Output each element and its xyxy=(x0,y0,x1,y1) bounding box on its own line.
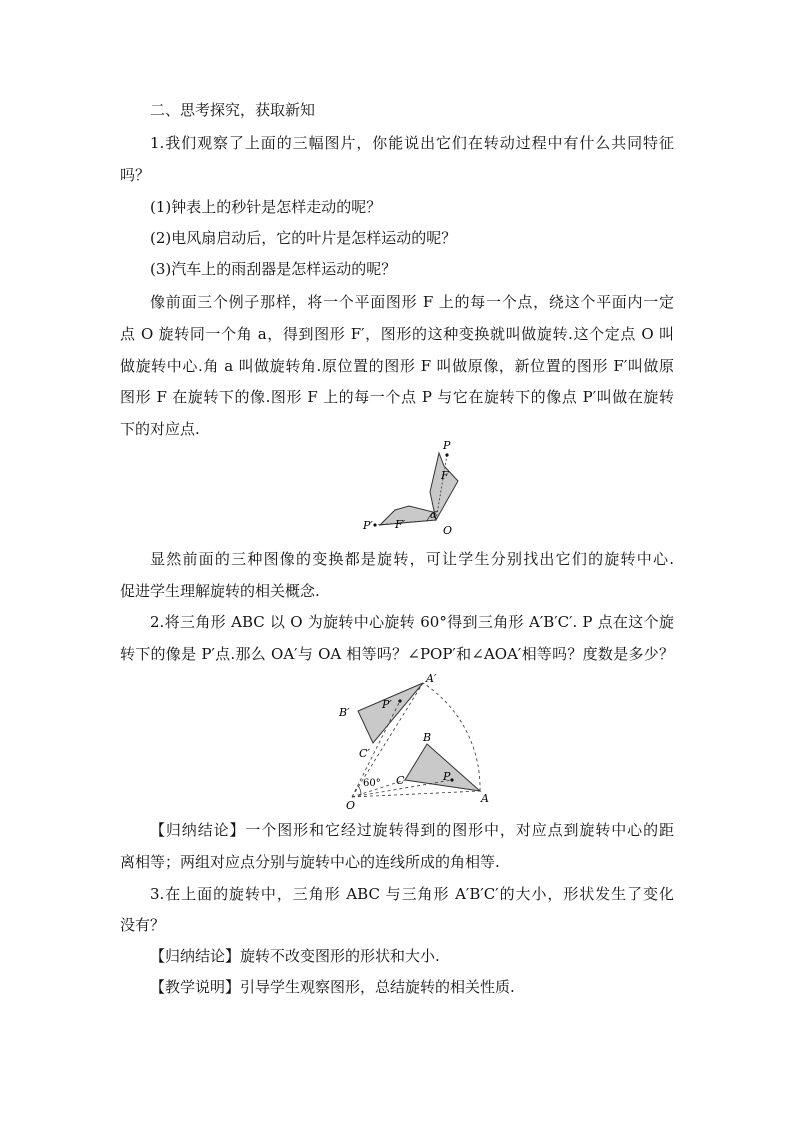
rotation-figure-1 xyxy=(355,438,475,540)
label-P-prime: P′ xyxy=(382,698,392,711)
question-1-line-1: 1.我们观察了上面的三幅图片，你能说出它们在转动过程中有什么共同特征 xyxy=(150,134,674,152)
label-alpha: α xyxy=(430,510,437,521)
triangle-ABC xyxy=(405,744,480,791)
question-3-line-2: 没有？ xyxy=(120,916,166,934)
label-P: P xyxy=(443,770,451,783)
question-2-line-1: 2.将三角形 ABC 以 O 为旋转中心旋转 60°得到三角形 A′B′C′. P 点在这个旋 xyxy=(150,613,674,631)
conclusion-1-line-1: 【归纳结论】一个图形和它经过旋转得到的图形中，对应点到旋转中心的距 xyxy=(150,821,674,839)
label-C: C xyxy=(396,774,405,787)
label-O: O xyxy=(443,524,453,537)
definition-line-2: 点 O 旋转同一个角 a，得到图形 F′，图形的这种变换就叫做旋转.这个定点 O 叫 xyxy=(120,325,674,343)
label-P: P xyxy=(443,439,451,452)
conclusion-2: 【归纳结论】旋转不改变图形的形状和大小. xyxy=(150,947,440,965)
question-1-sub-3: (3)汽车上的雨刮器是怎样运动的呢？ xyxy=(150,260,397,278)
conclusion-1-line-2: 离相等；两组对应点分别与旋转中心的连线所成的角相等. xyxy=(120,853,500,871)
question-1-sub-2: (2)电风扇启动后，它的叶片是怎样运动的呢？ xyxy=(150,229,457,247)
label-F-prime: F′ xyxy=(395,518,406,531)
label-B-prime: B′ xyxy=(339,706,350,719)
rotation-figure-2 xyxy=(330,668,500,810)
definition-line-4: 图形 F 在旋转下的像.图形 F 上的每一个点 P 与它在旋转下的像点 P′叫做在旋转 xyxy=(120,388,674,406)
teaching-note: 【教学说明】引导学生观察图形，总结旋转的相关性质. xyxy=(150,978,515,996)
definition-line-3: 做旋转中心.角 a 叫做旋转角.原位置的图形 F 叫做原像，新位置的图形 F′叫做原 xyxy=(120,357,674,375)
definition-line-5: 下的对应点. xyxy=(120,420,200,438)
label-B: B xyxy=(423,731,432,744)
section-heading: 二、思考探究，获取新知 xyxy=(150,101,316,119)
question-1-sub-1: (1)钟表上的秒针是怎样走动的呢？ xyxy=(150,198,382,216)
paragraph-after-figure-1-line-1: 显然前面的三种图像的变换都是旋转，可让学生分别找出它们的旋转中心. xyxy=(150,550,674,568)
question-2-line-2: 转下的像是 P′点.那么 OA′与 OA 相等吗？∠POP′和∠AOA′相等吗？度数是多少？ xyxy=(120,645,674,663)
label-A: A xyxy=(481,792,489,805)
label-P-prime: P′ xyxy=(363,519,373,532)
paragraph-after-figure-1-line-2: 促进学生理解旋转的相关概念. xyxy=(120,582,320,600)
label-C-prime: C′ xyxy=(359,747,370,760)
label-A-prime: A′ xyxy=(426,672,437,685)
question-3-line-1: 3.在上面的旋转中，三角形 ABC 与三角形 A′B′C′的大小，形状发生了变化 xyxy=(150,885,674,903)
question-1-line-2: 吗？ xyxy=(120,166,151,184)
label-F: F xyxy=(441,469,449,482)
triangle-A-prime-B-prime-C-prime xyxy=(358,683,423,743)
angle-arc xyxy=(358,786,361,795)
label-angle: 60° xyxy=(363,778,381,789)
definition-line-1: 像前面三个例子那样，将一个平面图形 F 上的每一个点，绕这个平面内一定 xyxy=(150,293,674,311)
label-O: O xyxy=(346,799,356,810)
